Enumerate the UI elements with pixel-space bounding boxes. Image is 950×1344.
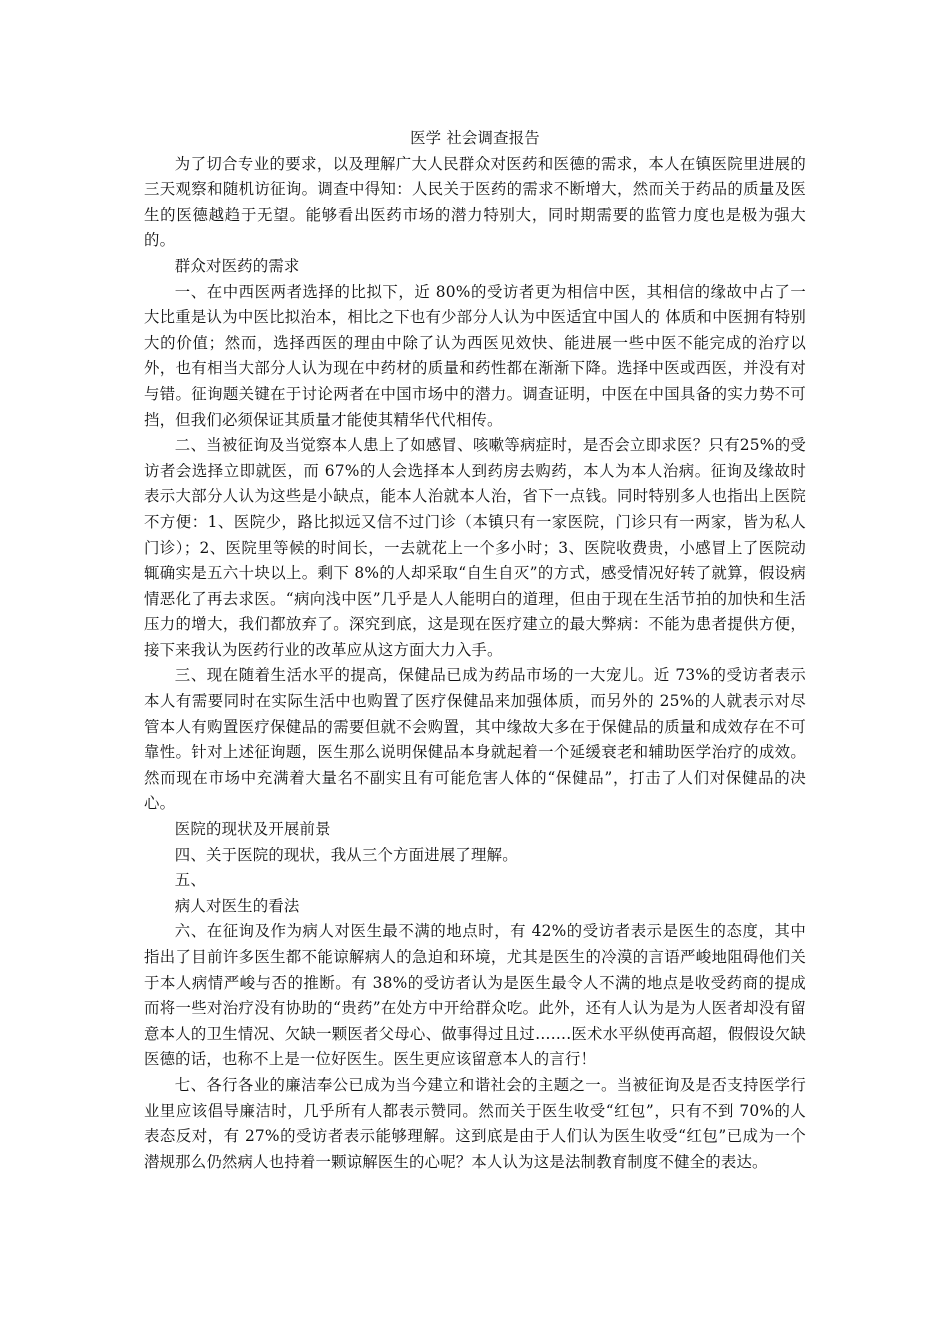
paragraph-6: 六、在征询及作为病人对医生最不满的地点时，有 42%的受访者表示是医生的态度，其中指出了目前许多医生都不能谅解病人的急迫和环境，尤其是医生的冷漠的言语严峻地阻碍他们关于本人病情严峻与否的推断。有 38%的受访者认为是医生最令人不满的地点是收受药商的提成而将一些对治疗没有协助的“贵药”在处方中开给群众吃。此外，还有人认为是为人医者却没有留意本人的卫生情况、欠缺一颗医者父母心、做事得过且过…….医术水平纵使再高超，假假设欠缺医德的话，也称不上是一位好医生。医生更应该留意本人的言行！ [144, 922, 806, 1069]
paragraph-intro: 为了切合专业的要求，以及理解广大人民群众对医药和医德的需求，本人在镇医院里进展的三天观察和随机访征询。调查中得知：人民关于医药的需求不断增大，然而关于药品的质量及医生的医德越趋于无望。能够看出医药市场的潜力特别大，同时期需要的监管力度也是极为强大的。 [144, 154, 806, 250]
paragraph-1: 一、在中西医两者选择的比拟下，近 80%的受访者更为相信中医，其相信的缘故中占了一大比重是认为中医比拟治本，相比之下也有少部分人认为中医适宜中国人的 体质和中医拥有特别大的价值；然而，选择西医的理由中除了认为西医见效快、能进展一些中医不能完成的治疗以外，也有相当大部分人认为现在中药材的质量和药性都在渐渐下降。选择中医或西医，并没有对与错。征询题关键在于讨论两者在中国市场中的潜力。调查证明，中医在中国具备的实力势不可挡，但我们必须保证其质量才能使其精华代代相传。 [144, 282, 806, 429]
section-heading-doctors: 病人对医生的看法 [174, 896, 300, 915]
paragraph-4: 四、关于医院的现状，我从三个方面进展了理解。 [174, 845, 518, 864]
paragraph-2: 二、当被征询及当觉察本人患上了如感冒、咳嗽等病症时，是否会立即求医？只有25%的受访者会选择立即就医，而 67%的人会选择本人到药房去购药，本人为本人治病。征询及缘故时表示大部分人认为这些是小缺点，能本人治就本人治，省下一点钱。同时特别多人也指出上医院不方便：1、医院少，路比拟远又信不过门诊（本镇只有一家医院，门诊只有一两家，皆为私人门诊）；2、医院里等候的时间长，一去就花上一个多小时；3、医院收费贵，小感冒上了医院动辄确实是五六十块以上。剩下 8%的人却采取“自生自灭”的方式，感受情况好转了就算，假设病情恶化了再去求医。“病向浅中医”几乎是人人能明白的道理，但由于现在生活节拍的加快和生活压力的增大，我们都放弃了。深究到底，这是现在医疗建立的最大弊病：不能为患者提供方便，接下来我认为医药行业的改革应从这方面大力入手。 [144, 436, 806, 659]
document-page [144, 126, 806, 1175]
paragraph-5: 五、 [174, 871, 206, 890]
section-heading-hospital: 医院的现状及开展前景 [174, 820, 331, 839]
paragraph-7: 七、各行各业的廉洁奉公已成为当今建立和谐社会的主题之一。当被征询及是否支持医学行业里应该倡导廉洁时，几乎所有人都表示赞同。然而关于医生收受“红包”，只有不到 70%的人表态反对，有 27%的受访者表示能够理解。这到底是由于人们认为医生收受“红包”已成为一个潜规那么仍然病人也持着一颗谅解医生的心呢？本人认为这是法制教育制度不健全的表达。 [144, 1075, 806, 1171]
paragraph-3: 三、现在随着生活水平的提高，保健品已成为药品市场的一大宠儿。近 73%的受访者表示本人有需要同时在实际生活中也购置了医疗保健品来加强体质，而另外的 25%的人就表示对尽管本人有购置医疗保健品的需要但就不会购置，其中缘故大多在于保健品的质量和成效存在不可靠性。针对上述征询题，医生那么说明保健品本身就起着一个延缓衰老和辅助医学治疗的成效。然而现在市场中充满着大量名不副实且有可能危害人体的“保健品”，打击了人们对保健品的决心。 [144, 666, 806, 813]
page-title: 医学 社会调查报告 [410, 129, 540, 147]
section-heading-demand: 群众对医药的需求 [174, 256, 300, 275]
